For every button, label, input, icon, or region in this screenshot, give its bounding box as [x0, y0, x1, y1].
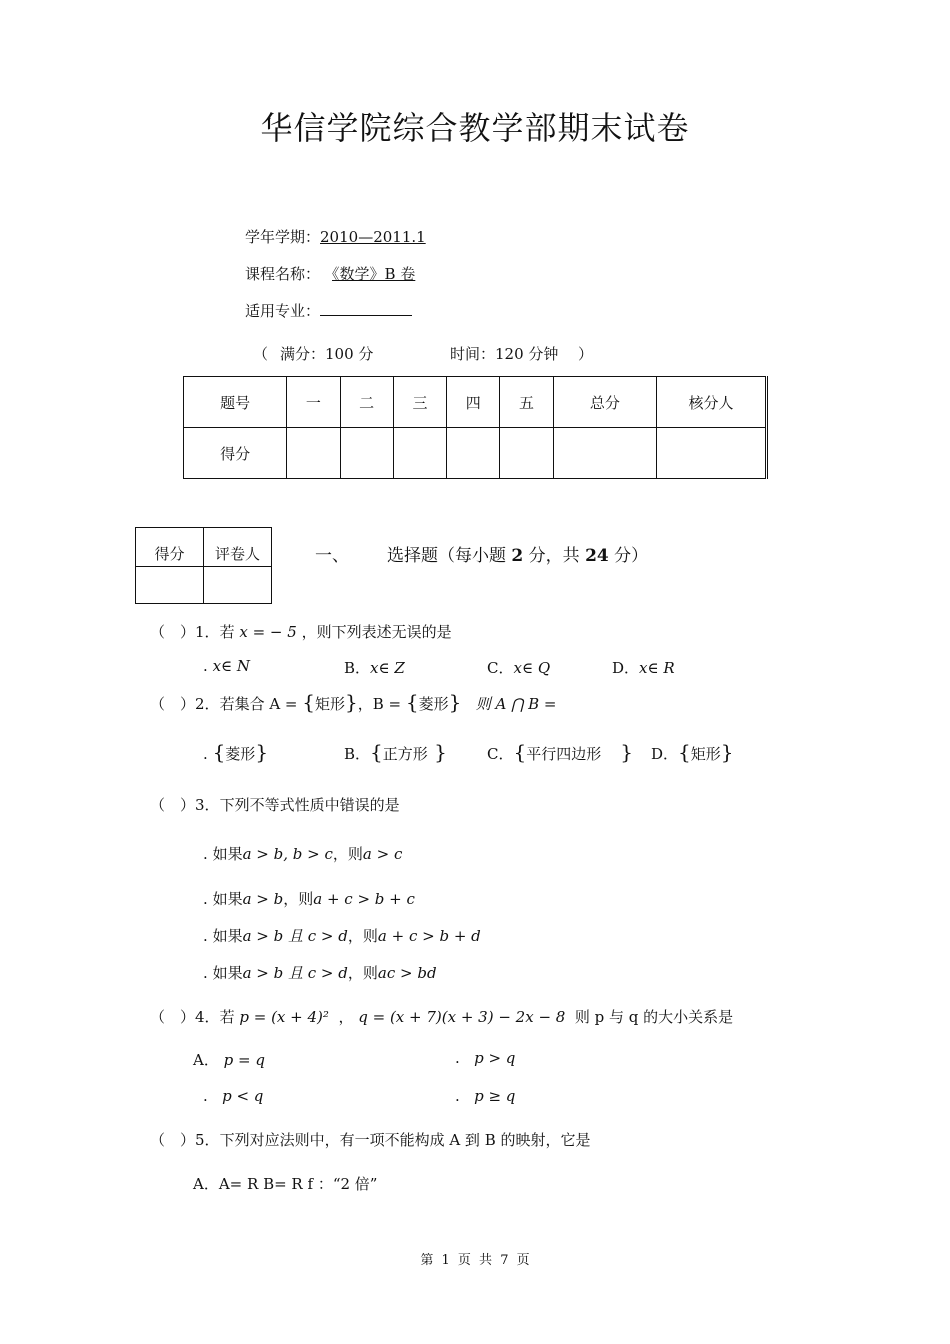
answer-paren[interactable]: （ ） — [150, 695, 196, 713]
brace-close: } — [427, 740, 447, 764]
question-stem: 若 — [219, 623, 235, 641]
score-table — [183, 376, 768, 479]
question-4 — [150, 1006, 733, 1027]
option-text: x∈ Q — [513, 659, 551, 677]
q1-option-d[interactable] — [612, 657, 675, 678]
question-number: 1． — [195, 623, 220, 641]
score-cell[interactable] — [553, 428, 656, 479]
score-row-label: 得分 — [184, 428, 287, 479]
brace-close: } — [601, 740, 634, 764]
page-footer: 第 1 页 共 7 页 — [420, 1253, 530, 1268]
question-stem: 则 p 与 q 的大小关系是 — [574, 1008, 734, 1026]
brace-open: { — [405, 690, 419, 714]
course-label: 课程名称： — [245, 265, 321, 283]
score-header-cell: 二 — [340, 377, 393, 428]
question-number: 5． — [195, 1131, 220, 1149]
section1-number: 一、 — [315, 546, 349, 566]
option-text: p < q — [222, 1087, 264, 1105]
question-stem: 若 — [219, 1008, 235, 1026]
option-label: . — [203, 1087, 208, 1105]
option-text: ，则 — [332, 845, 363, 863]
math-expression: a > b, b > c — [242, 845, 333, 863]
q3-option-b[interactable] — [203, 888, 415, 909]
math-expression: q = (x + 7)(x + 3) − 2x − 8 — [358, 1008, 566, 1026]
math-expression: x = − 5 — [239, 623, 297, 641]
q3-option-c[interactable] — [203, 925, 481, 946]
exam-time: 时间：120 分钟 — [450, 345, 559, 363]
math-expression: a + c > b + c — [313, 890, 415, 908]
math-expression: a + c > b + d — [377, 927, 481, 945]
option-text: p > q — [474, 1049, 516, 1067]
option-label: . — [455, 1049, 460, 1067]
score-cell[interactable] — [447, 428, 500, 479]
option-text: 如果 — [212, 927, 243, 945]
question-stem: 则 A ⋂ B = — [475, 695, 557, 713]
exam-title: 华信学院综合教学部期末试卷 — [260, 109, 690, 147]
score-cell[interactable] — [340, 428, 393, 479]
option-label: C． — [487, 659, 514, 677]
q4-option-a[interactable] — [193, 1049, 265, 1070]
q4-option-d[interactable] — [455, 1087, 515, 1105]
question-stem: 若集合 A = — [219, 695, 303, 713]
option-label: . — [203, 927, 208, 945]
option-text: p = q — [223, 1051, 265, 1069]
set-element: 矩形 — [315, 695, 346, 713]
major-row — [245, 300, 412, 321]
q2-option-b[interactable] — [344, 740, 447, 764]
brace-close: } — [448, 690, 462, 714]
section1-title-mid: 分，共 — [523, 546, 586, 566]
score-table-score-row — [184, 428, 767, 479]
section1-points-each: 2 — [511, 546, 524, 566]
option-label: D． — [651, 745, 679, 763]
option-label: A． — [193, 1175, 219, 1193]
brace-close: } — [255, 740, 269, 764]
grader-score-cell[interactable] — [136, 567, 204, 604]
option-label: . — [203, 657, 208, 675]
math-expression: a > c — [362, 845, 403, 863]
option-text: 如果 — [212, 964, 243, 982]
brace-close: } — [345, 690, 358, 714]
math-expression: ac > bd — [377, 964, 437, 982]
q4-option-b[interactable] — [455, 1049, 515, 1067]
grader-table — [135, 527, 272, 604]
option-text: A= R B= R f ：“2 倍” — [218, 1175, 378, 1193]
option-text: x∈ N — [212, 657, 251, 675]
q4-option-c[interactable] — [203, 1087, 263, 1105]
term-value: 2010—2011.1 — [320, 228, 426, 246]
question-stem: ，B = — [357, 695, 406, 713]
exam-info-open: （ — [253, 345, 269, 363]
major-label: 适用专业： — [245, 302, 321, 320]
option-label: C． — [487, 745, 514, 763]
option-label: D． — [612, 659, 640, 677]
question-1 — [150, 621, 452, 642]
q3-option-d[interactable] — [203, 962, 437, 983]
q2-option-a[interactable] — [203, 740, 269, 764]
course-row — [245, 263, 433, 284]
brace-open: { — [513, 740, 527, 764]
option-label: B． — [344, 745, 371, 763]
score-header-cell: 五 — [500, 377, 553, 428]
math-expression: a > b — [242, 890, 284, 908]
section1-title-post: 分） — [608, 546, 649, 566]
question-5 — [150, 1129, 591, 1150]
option-text: 菱形 — [225, 745, 256, 763]
score-table-header-row — [184, 377, 767, 428]
question-3 — [150, 794, 400, 815]
question-stem: 下列不等式性质中错误的是 — [219, 796, 400, 814]
option-label: . — [203, 890, 208, 908]
score-cell[interactable] — [287, 428, 340, 479]
score-cell[interactable] — [500, 428, 553, 479]
answer-paren[interactable]: （ ） — [150, 796, 196, 814]
full-score: 满分：100 分 — [280, 345, 374, 363]
brace-open: { — [678, 740, 691, 764]
option-text: ，则 — [347, 964, 378, 982]
section1-title — [387, 541, 648, 566]
question-number: 3． — [195, 796, 220, 814]
option-label: A． — [193, 1051, 219, 1069]
q5-option-a[interactable] — [193, 1173, 377, 1194]
brace-open: { — [370, 740, 383, 764]
grader-reviewer-cell[interactable] — [204, 567, 272, 604]
option-label: . — [203, 745, 208, 763]
option-text: ，则 — [347, 927, 378, 945]
q2-option-c[interactable] — [487, 740, 634, 764]
option-text: 如果 — [212, 845, 243, 863]
score-header-cell: 总分 — [553, 377, 656, 428]
option-text: ，则 — [283, 890, 314, 908]
score-header-cell: 核分人 — [657, 377, 767, 428]
answer-paren[interactable]: （ ） — [150, 623, 196, 641]
term-row — [245, 226, 426, 247]
score-header-cell: 一 — [287, 377, 340, 428]
option-text: 如果 — [212, 890, 243, 908]
math-expression: a > b 且 c > d — [242, 964, 348, 982]
section1-points-total: 24 — [585, 546, 609, 566]
option-label: . — [455, 1087, 460, 1105]
q1-option-a[interactable] — [203, 657, 250, 675]
question-stem: 下列对应法则中，有一项不能构成 A 到 B 的映射，它是 — [219, 1131, 591, 1149]
score-cell[interactable] — [393, 428, 446, 479]
exam-info-close: ） — [578, 345, 594, 363]
option-text: x∈ R — [639, 659, 675, 677]
q3-option-a[interactable] — [203, 843, 402, 864]
math-expression: p = (x + 4)² — [239, 1008, 329, 1026]
section1-title-pre: 选择题（每小题 — [387, 546, 512, 566]
option-text: 正方形 — [382, 745, 428, 763]
score-header-cell: 四 — [447, 377, 500, 428]
course-value: 《数学》B 卷 — [332, 265, 416, 283]
option-label: . — [203, 845, 208, 863]
q2-option-d[interactable] — [651, 740, 734, 764]
option-text: x∈ Z — [370, 659, 405, 677]
option-text: 平行四边形 — [526, 745, 602, 763]
brace-close: } — [720, 740, 734, 764]
grader-header-reviewer: 评卷人 — [204, 528, 272, 567]
question-stem: ， — [338, 1008, 354, 1026]
term-label: 学年学期： — [245, 228, 321, 246]
question-2 — [150, 690, 557, 714]
score-cell[interactable] — [657, 428, 767, 479]
answer-paren[interactable]: （ ） — [150, 1131, 196, 1149]
answer-paren[interactable]: （ ） — [150, 1008, 196, 1026]
major-blank[interactable] — [320, 301, 412, 316]
brace-open: { — [212, 740, 226, 764]
math-expression: a > b 且 c > d — [242, 927, 348, 945]
grader-header-score: 得分 — [136, 528, 204, 567]
option-text: 矩形 — [690, 745, 721, 763]
score-header-cell: 题号 — [184, 377, 287, 428]
q1-option-c[interactable] — [487, 657, 550, 678]
set-element: 菱形 — [418, 695, 449, 713]
score-header-cell: 三 — [393, 377, 446, 428]
option-text: p ≥ q — [474, 1087, 516, 1105]
question-number: 2． — [195, 695, 220, 713]
option-label: . — [203, 964, 208, 982]
brace-open: { — [302, 690, 316, 714]
question-number: 4． — [195, 1008, 220, 1026]
question-stem: ，则下列表述无误的是 — [301, 623, 452, 641]
q1-option-b[interactable] — [344, 657, 405, 678]
option-label: B． — [344, 659, 371, 677]
